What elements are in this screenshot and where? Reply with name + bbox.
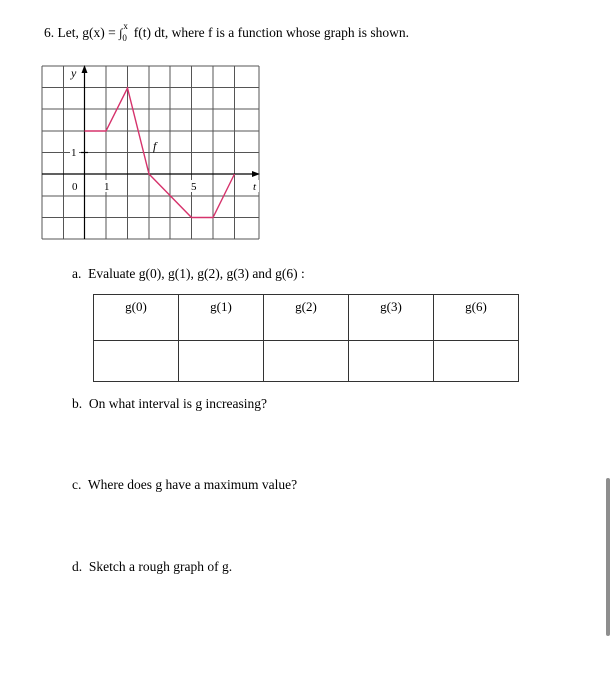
problem-description: , where f is a function whose graph is shown. <box>164 25 409 40</box>
part-c-text: Where does g have a maximum value? <box>87 477 298 492</box>
header-g3: g(3) <box>349 295 434 341</box>
answer-cell-g1[interactable] <box>179 341 264 382</box>
y-axis-label: y <box>71 66 77 80</box>
table-header-row <box>94 295 519 341</box>
upper-limit: x <box>123 20 128 31</box>
part-b-text: On what interval is g increasing? <box>88 396 267 411</box>
integral-symbol: ∫ <box>119 26 123 40</box>
t-tick-5-label: 5 <box>191 181 197 193</box>
part-c-letter: c. <box>72 477 82 492</box>
part-a-text: Evaluate g(0), g(1), g(2), g(3) and g(6) : <box>88 266 305 281</box>
answer-row <box>94 341 519 382</box>
values-table <box>93 294 519 382</box>
header-g1: g(1) <box>179 295 264 341</box>
answer-cell-g0[interactable] <box>94 341 179 382</box>
header-g0: g(0) <box>94 295 179 341</box>
curve-label-f: f <box>153 139 157 153</box>
problem-statement <box>44 20 409 43</box>
part-b <box>72 396 267 412</box>
part-c <box>72 477 297 493</box>
y-tick-1-label: 1 <box>71 147 77 159</box>
header-g6: g(6) <box>434 295 519 341</box>
integral-limits <box>122 20 130 43</box>
problem-intro: Let, g(x) = <box>57 25 120 40</box>
t-axis-label: t <box>253 181 257 193</box>
t-tick-1-label: 1 <box>104 181 110 193</box>
part-d <box>72 559 232 575</box>
part-b-letter: b. <box>72 396 83 411</box>
problem-number: 6. <box>44 25 55 40</box>
part-a-letter: a. <box>72 266 82 281</box>
answer-cell-g2[interactable] <box>264 341 349 382</box>
integrand: f(t) dt <box>133 25 165 40</box>
part-a <box>72 266 305 282</box>
vertical-scrollbar[interactable] <box>606 478 610 636</box>
origin-label: 0 <box>72 181 78 193</box>
answer-cell-g6[interactable] <box>434 341 519 382</box>
header-g2: g(2) <box>264 295 349 341</box>
part-d-text: Sketch a rough graph of g. <box>88 559 233 574</box>
answer-cell-g3[interactable] <box>349 341 434 382</box>
lower-limit: 0 <box>122 32 127 43</box>
part-d-letter: d. <box>72 559 83 574</box>
graph-of-f <box>40 64 262 242</box>
